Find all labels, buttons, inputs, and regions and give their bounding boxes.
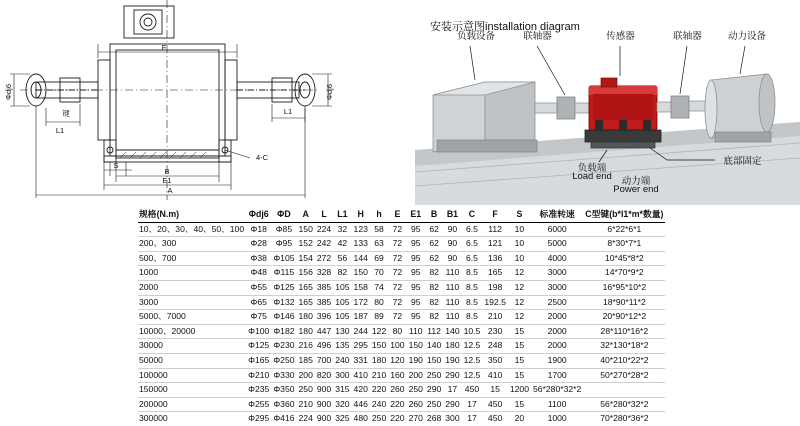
table-cell: Φ350 xyxy=(271,383,296,398)
table-row xyxy=(138,280,665,295)
spec-table-wrap xyxy=(138,208,793,426)
table-cell: 82 xyxy=(425,295,443,310)
table-row xyxy=(138,310,665,325)
table-row xyxy=(138,383,665,398)
label-power-equipment: 动力设备 xyxy=(727,31,766,42)
table-cell: 62 xyxy=(425,222,443,237)
table-cell: 290 xyxy=(443,397,461,412)
table-cell: 260 xyxy=(407,397,425,412)
table-cell: 15 xyxy=(508,368,531,383)
table-cell: 248 xyxy=(482,339,508,354)
table-cell: 190 xyxy=(443,353,461,368)
table-cell: 10 xyxy=(508,237,531,252)
table-cell: 70*280*36*2 xyxy=(600,413,649,424)
col-header: Φdj6 xyxy=(246,208,271,222)
table-cell: 900 xyxy=(315,397,333,412)
label-load-equipment: 负载设备 xyxy=(456,31,495,42)
table-cell: 242 xyxy=(315,237,333,252)
col-header: B xyxy=(425,208,443,222)
table-cell: 56 xyxy=(333,251,351,266)
table-cell: 17 xyxy=(467,413,477,424)
table-cell: Φ95 xyxy=(271,237,296,252)
table-cell: Φ18 xyxy=(246,222,271,237)
table-cell: 95 xyxy=(407,251,425,266)
table-cell: 69 xyxy=(370,251,388,266)
table-cell: 74 xyxy=(370,280,388,295)
table-cell: 82 xyxy=(425,310,443,325)
table-cell: 410 xyxy=(352,368,370,383)
table-cell: 2500 xyxy=(531,295,583,310)
table-cell: 112 xyxy=(482,222,508,237)
table-cell: 105 xyxy=(333,280,351,295)
table-cell: 150 xyxy=(297,222,315,237)
table-cell: 72 xyxy=(388,280,406,295)
table-cell: 5000、7000 xyxy=(138,310,246,325)
table-cell: 20*90*12*2 xyxy=(583,310,665,325)
key-label: 键 xyxy=(62,109,70,118)
table-cell: 450 xyxy=(487,413,503,424)
table-cell: 210 xyxy=(297,397,315,412)
table-cell: 133 xyxy=(352,237,370,252)
table-cell: 6*22*6*1 xyxy=(583,222,665,237)
table-cell: 198 xyxy=(482,280,508,295)
table-cell: 28*110*16*2 xyxy=(583,324,665,339)
table-header-row xyxy=(138,208,665,222)
table-cell: 500、700 xyxy=(138,251,246,266)
table-cell: 110 xyxy=(443,280,461,295)
table-cell: 80 xyxy=(388,324,406,339)
dia-right-label: Φdj6 xyxy=(325,84,334,100)
col-header: 标准转速 xyxy=(531,208,583,222)
table-cell: 250 xyxy=(407,383,425,398)
col-header: H xyxy=(352,208,370,222)
table-cell: 180 xyxy=(297,310,315,325)
table-row xyxy=(138,368,665,383)
table-cell: Φ85 xyxy=(271,222,296,237)
table-cell: 187 xyxy=(352,310,370,325)
table-cell: 230 xyxy=(482,324,508,339)
table-cell: 12 xyxy=(508,266,531,281)
table-cell: 150000 xyxy=(138,383,246,398)
table-cell: 30000 xyxy=(138,339,246,354)
table-cell: Φ100 xyxy=(246,324,271,339)
table-cell: 700 xyxy=(315,353,333,368)
table-cell xyxy=(583,383,665,398)
table-cell: 95 xyxy=(407,222,425,237)
table-row xyxy=(138,339,665,354)
table-cell: 172 xyxy=(352,295,370,310)
table-cell: 150 xyxy=(370,339,388,354)
table-row xyxy=(138,222,665,237)
table-cell: 42 xyxy=(333,237,351,252)
spec-table xyxy=(138,208,665,426)
dim-F: F xyxy=(161,43,167,52)
dim-A: A xyxy=(167,186,173,195)
table-cell: 70 xyxy=(370,266,388,281)
table-cell: 90 xyxy=(443,251,461,266)
table-cell: Φ330 xyxy=(271,368,296,383)
table-cell: 900 xyxy=(316,413,332,424)
col-header: 规格(N.m) xyxy=(138,208,246,222)
table-cell: 12.5 xyxy=(462,353,483,368)
label-power-end-en: Power end xyxy=(613,184,659,195)
table-cell: 450 xyxy=(462,383,483,398)
dim-L1-right: L1 xyxy=(283,107,293,116)
table-cell: 220 xyxy=(390,413,405,424)
table-cell: 2000 xyxy=(531,339,583,354)
label-sensor: 传感器 xyxy=(606,31,635,42)
dim-S: S xyxy=(113,161,119,170)
table-cell: 12 xyxy=(508,295,531,310)
table-row xyxy=(138,266,665,281)
table-cell: 210 xyxy=(482,310,508,325)
table-cell: 8.5 xyxy=(462,310,483,325)
table-cell: 17 xyxy=(462,397,483,412)
table-cell: 3000 xyxy=(138,295,246,310)
table-cell: 165 xyxy=(482,266,508,281)
table-row xyxy=(138,324,665,339)
table-cell: 216 xyxy=(297,339,315,354)
table-cell: 16*95*10*2 xyxy=(583,280,665,295)
table-cell: 200000 xyxy=(138,397,246,412)
table-cell: 90 xyxy=(443,237,461,252)
table-cell: 410 xyxy=(482,368,508,383)
table-cell: 105 xyxy=(333,295,351,310)
table-cell: 385 xyxy=(315,295,333,310)
table-cell: 2000 xyxy=(531,310,583,325)
col-header: A xyxy=(297,208,315,222)
table-cell: 496 xyxy=(315,339,333,354)
table-cell: 165 xyxy=(297,295,315,310)
table-cell: 110 xyxy=(443,310,461,325)
table-cell: Φ75 xyxy=(246,310,271,325)
table-cell: 20 xyxy=(514,413,525,424)
table-cell: 820 xyxy=(315,368,333,383)
table-cell: Φ65 xyxy=(246,295,271,310)
installation-diagram xyxy=(415,0,800,205)
table-cell: 224 xyxy=(315,222,333,237)
table-cell: 5000 xyxy=(531,237,583,252)
table-cell: 1000 xyxy=(138,266,246,281)
table-cell: 244 xyxy=(352,324,370,339)
table-cell: 900 xyxy=(315,383,333,398)
table-cell: 10 xyxy=(508,222,531,237)
table-cell: 268 xyxy=(426,413,442,424)
table-cell: 12 xyxy=(508,310,531,325)
table-cell: 110 xyxy=(407,324,425,339)
table-cell: 2000 xyxy=(531,324,583,339)
table-cell: 1100 xyxy=(531,397,583,412)
table-cell: 1900 xyxy=(531,353,583,368)
table-cell: 10000、20000 xyxy=(138,324,246,339)
table-cell: 210 xyxy=(370,368,388,383)
table-cell: 50*270*28*2 xyxy=(583,368,665,383)
table-cell: 190 xyxy=(407,353,425,368)
table-cell: 90 xyxy=(443,222,461,237)
table-cell: 82 xyxy=(333,266,351,281)
table-cell: 58 xyxy=(370,222,388,237)
table-cell: 350 xyxy=(482,353,508,368)
table-row xyxy=(138,295,665,310)
table-cell: 1000 xyxy=(547,413,567,424)
table-row xyxy=(138,353,665,368)
table-cell: 250 xyxy=(371,413,387,424)
table-cell: 200、300 xyxy=(138,237,246,252)
table-cell: 100 xyxy=(388,339,406,354)
table-cell: 290 xyxy=(443,368,461,383)
table-cell: 446 xyxy=(352,397,370,412)
table-cell: 180 xyxy=(370,353,388,368)
table-cell: 15 xyxy=(508,397,531,412)
top-section xyxy=(0,0,800,205)
table-cell: 18*90*11*2 xyxy=(583,295,665,310)
table-cell: 158 xyxy=(352,280,370,295)
table-cell: 450 xyxy=(482,397,508,412)
table-cell: 17 xyxy=(443,383,461,398)
table-cell: 240 xyxy=(333,353,351,368)
table-cell: 328 xyxy=(315,266,333,281)
table-cell: 72 xyxy=(388,251,406,266)
label-coupling-right: 联轴器 xyxy=(673,31,702,42)
table-body xyxy=(138,222,665,426)
table-cell: Φ28 xyxy=(246,237,271,252)
table-cell: 32 xyxy=(333,222,351,237)
table-cell: 95 xyxy=(407,280,425,295)
table-cell: 121 xyxy=(482,237,508,252)
table-cell: 122 xyxy=(370,324,388,339)
table-cell: 420 xyxy=(352,383,370,398)
col-header: L1 xyxy=(333,208,351,222)
table-cell: 89 xyxy=(370,310,388,325)
table-cell: 110 xyxy=(443,266,461,281)
col-header: E1 xyxy=(407,208,425,222)
table-cell: 8.5 xyxy=(462,280,483,295)
table-cell: 136 xyxy=(482,251,508,266)
hole-callout: 4-C xyxy=(256,153,269,162)
table-cell: 62 xyxy=(425,251,443,266)
table-cell: 6000 xyxy=(531,222,583,237)
table-cell: 8.5 xyxy=(462,266,483,281)
table-cell: 110 xyxy=(443,295,461,310)
table-cell: 1200 xyxy=(508,383,531,398)
table-cell: 14*70*9*2 xyxy=(583,266,665,281)
table-cell: Φ255 xyxy=(246,397,271,412)
table-cell: 10.5 xyxy=(462,324,483,339)
table-cell: Φ250 xyxy=(271,353,296,368)
table-cell: 185 xyxy=(297,353,315,368)
table-cell: Φ125 xyxy=(271,280,296,295)
table-cell: 12.5 xyxy=(462,368,483,383)
table-cell: 12.5 xyxy=(462,339,483,354)
table-cell: Φ182 xyxy=(271,324,296,339)
table-cell: 15 xyxy=(508,339,531,354)
col-header: S xyxy=(508,208,531,222)
table-cell: Φ132 xyxy=(271,295,296,310)
table-cell: 72 xyxy=(388,237,406,252)
table-row xyxy=(138,237,665,252)
table-cell: 150 xyxy=(352,266,370,281)
table-cell: 3000 xyxy=(531,280,583,295)
table-cell: 15 xyxy=(482,383,508,398)
table-cell: 300000 xyxy=(139,413,168,424)
table-cell: 6.5 xyxy=(462,237,483,252)
label-coupling-left: 联轴器 xyxy=(523,31,552,42)
table-cell: 72 xyxy=(388,222,406,237)
table-cell: 295 xyxy=(352,339,370,354)
col-header: C型键(b*l1*m*数量) xyxy=(583,208,665,222)
table-cell: 120 xyxy=(388,353,406,368)
table-cell: 63 xyxy=(370,237,388,252)
table-cell: 240 xyxy=(370,397,388,412)
table-cell: Φ115 xyxy=(271,266,296,281)
table-cell: 300 xyxy=(445,413,460,424)
table-cell: 56*280*32*2 xyxy=(583,397,665,412)
technical-drawing xyxy=(0,0,410,205)
drawing-svg xyxy=(0,0,410,205)
table-cell: 150 xyxy=(425,353,443,368)
table-cell: Φ360 xyxy=(271,397,296,412)
table-cell: 200 xyxy=(407,368,425,383)
table-cell: 220 xyxy=(370,383,388,398)
table-cell: 325 xyxy=(335,413,350,424)
col-header: L xyxy=(315,208,333,222)
table-cell: Φ48 xyxy=(246,266,271,281)
dim-L1-left: L1 xyxy=(55,126,65,135)
table-row xyxy=(138,412,665,426)
table-cell: 82 xyxy=(425,280,443,295)
table-cell: 8*30*7*1 xyxy=(583,237,665,252)
col-header: h xyxy=(370,208,388,222)
table-cell: Φ210 xyxy=(246,368,271,383)
table-cell: Φ55 xyxy=(246,280,271,295)
table-cell: Φ105 xyxy=(271,251,296,266)
dia-left-label: Φdj6 xyxy=(4,84,13,100)
dim-B: B xyxy=(164,167,170,176)
dim-B1: E1 xyxy=(162,176,172,185)
table-cell: 62 xyxy=(425,237,443,252)
table-cell: 250 xyxy=(425,397,443,412)
table-cell: 180 xyxy=(443,339,461,354)
table-cell: 144 xyxy=(352,251,370,266)
table-cell: 180 xyxy=(297,324,315,339)
table-cell: 123 xyxy=(352,222,370,237)
table-cell: 10 xyxy=(508,251,531,266)
table-cell: 82 xyxy=(425,266,443,281)
table-cell: 56*280*32*2 xyxy=(531,383,583,398)
col-header: ΦD xyxy=(271,208,296,222)
table-cell: 224 xyxy=(298,413,313,424)
table-cell: 250 xyxy=(425,368,443,383)
table-cell: Φ165 xyxy=(246,353,271,368)
table-cell: 6.5 xyxy=(462,222,483,237)
col-header: C xyxy=(462,208,483,222)
table-cell: 6.5 xyxy=(462,251,483,266)
label-load-end-en: Load end xyxy=(572,171,612,182)
table-cell: 480 xyxy=(353,413,368,424)
table-cell: 270 xyxy=(408,413,423,424)
table-cell: 160 xyxy=(388,368,406,383)
table-cell: 200 xyxy=(297,368,315,383)
table-cell: 320 xyxy=(333,397,351,412)
installation-diagram-title: 安装示意图installation diagram xyxy=(430,21,580,33)
col-header: E xyxy=(388,208,406,222)
label-load-end-cn: 负载端 xyxy=(577,163,607,174)
table-cell: 95 xyxy=(407,266,425,281)
table-cell: 152 xyxy=(297,237,315,252)
table-cell: 192.5 xyxy=(482,295,508,310)
table-cell: 32*130*18*2 xyxy=(583,339,665,354)
table-cell: 165 xyxy=(297,280,315,295)
label-base-fixed: 底部固定 xyxy=(723,156,762,167)
table-cell: 154 xyxy=(297,251,315,266)
table-cell: 396 xyxy=(315,310,333,325)
table-cell: 40*210*22*2 xyxy=(583,353,665,368)
table-cell: 72 xyxy=(388,266,406,281)
table-cell: 300 xyxy=(333,368,351,383)
table-cell: 15 xyxy=(508,353,531,368)
table-cell: 95 xyxy=(407,310,425,325)
table-cell: 100000 xyxy=(138,368,246,383)
table-cell: 220 xyxy=(388,397,406,412)
table-cell: 290 xyxy=(425,383,443,398)
table-cell: 72 xyxy=(388,295,406,310)
table-cell: 315 xyxy=(333,383,351,398)
table-cell: 331 xyxy=(352,353,370,368)
table-cell: Φ235 xyxy=(246,383,271,398)
table-cell: 260 xyxy=(388,383,406,398)
table-cell: 10、20、30、40、50、100 xyxy=(138,222,246,237)
table-cell: Φ416 xyxy=(273,413,295,424)
table-cell: 156 xyxy=(297,266,315,281)
table-cell: 385 xyxy=(315,280,333,295)
table-cell: 12 xyxy=(508,280,531,295)
table-row xyxy=(138,251,665,266)
table-cell: 272 xyxy=(315,251,333,266)
table-cell: 130 xyxy=(333,324,351,339)
table-cell: 150 xyxy=(407,339,425,354)
table-cell: 95 xyxy=(407,295,425,310)
table-cell: Φ230 xyxy=(271,339,296,354)
label-power-end-cn: 动力端 xyxy=(621,176,651,187)
table-cell: 8.5 xyxy=(462,295,483,310)
table-cell: 10*45*8*2 xyxy=(583,251,665,266)
table-cell: Φ295 xyxy=(248,413,270,424)
table-cell: 15 xyxy=(508,324,531,339)
table-cell: 1700 xyxy=(531,368,583,383)
col-header: B1 xyxy=(443,208,461,222)
col-header: F xyxy=(482,208,508,222)
table-cell: 72 xyxy=(388,310,406,325)
table-cell: 80 xyxy=(370,295,388,310)
table-cell: 140 xyxy=(425,339,443,354)
table-cell: Φ38 xyxy=(246,251,271,266)
table-cell: 3000 xyxy=(531,266,583,281)
table-cell: 105 xyxy=(333,310,351,325)
table-cell: 140 xyxy=(443,324,461,339)
table-cell: 250 xyxy=(297,383,315,398)
table-cell: Φ125 xyxy=(246,339,271,354)
table-cell: 95 xyxy=(407,237,425,252)
table-cell: 135 xyxy=(333,339,351,354)
table-cell: 4000 xyxy=(531,251,583,266)
table-cell: 2000 xyxy=(138,280,246,295)
table-cell: 447 xyxy=(315,324,333,339)
table-cell: 112 xyxy=(425,324,443,339)
table-cell: Φ146 xyxy=(271,310,296,325)
table-cell: 50000 xyxy=(138,353,246,368)
